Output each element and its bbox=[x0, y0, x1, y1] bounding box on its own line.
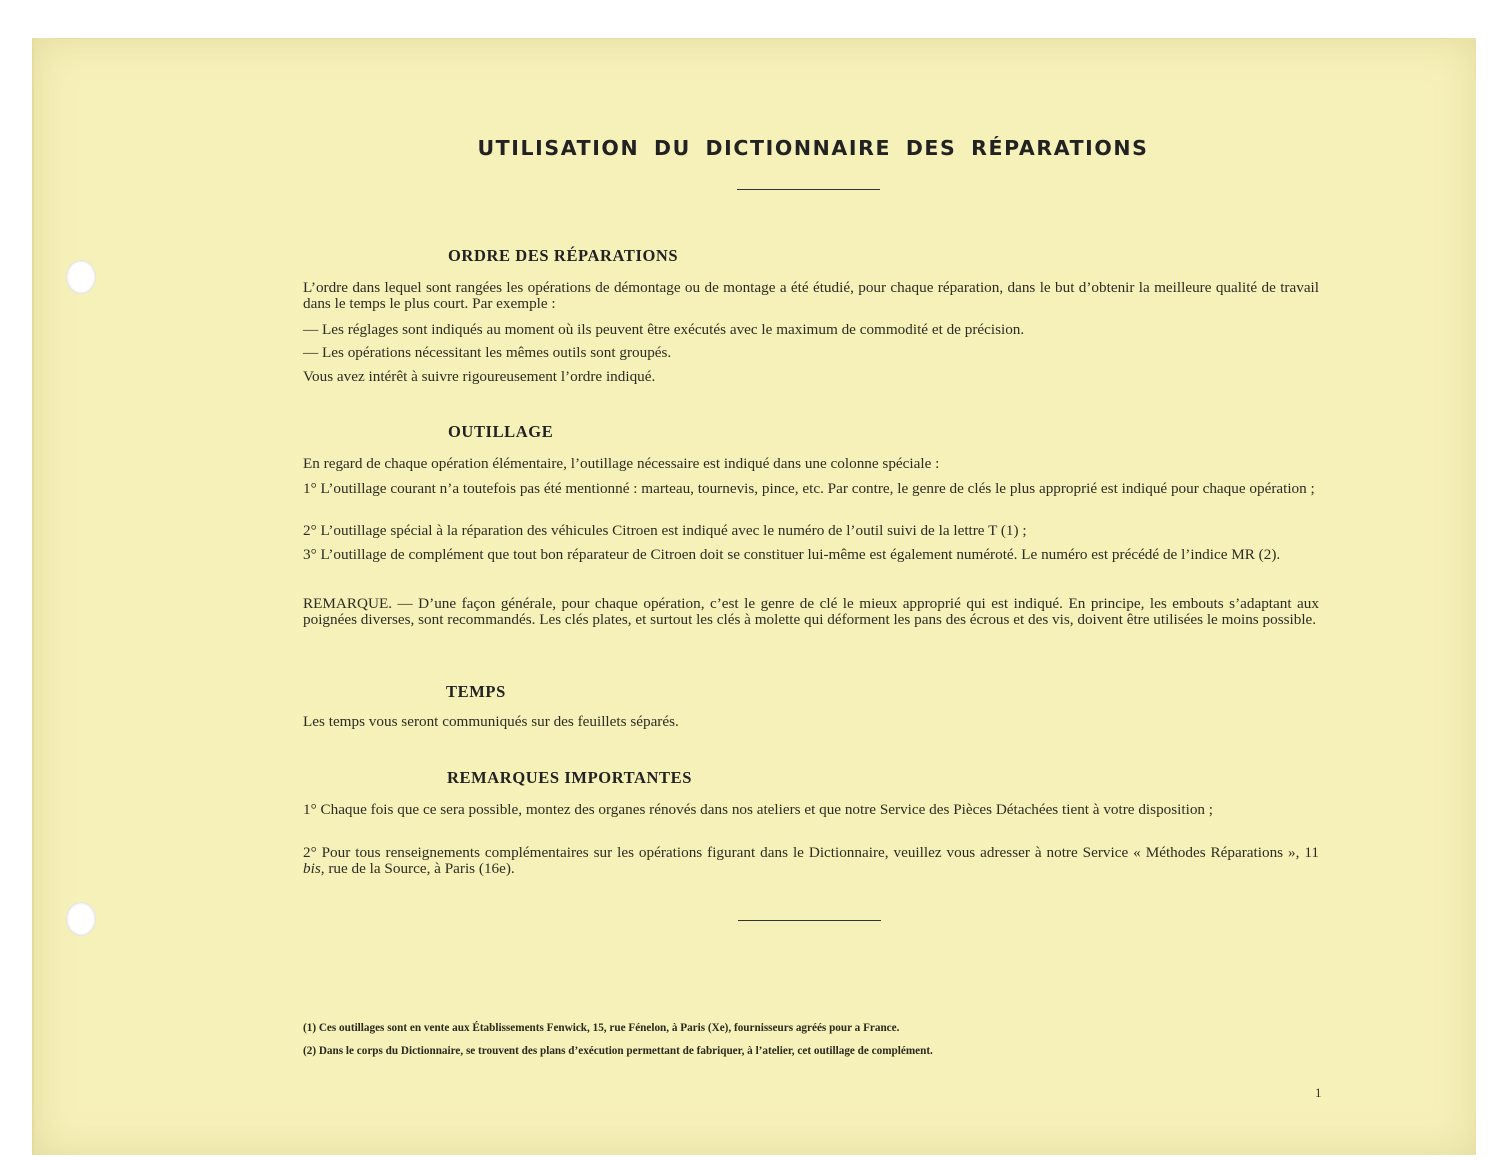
heading-remarques: REMARQUES IMPORTANTES bbox=[447, 768, 693, 787]
page-title: UTILISATION DU DICTIONNAIRE DES RÉPARATIONS bbox=[477, 136, 1149, 160]
outillage-paragraph-1: En regard de chaque opération élémentaire, l’outillage nécessaire est indiqué dans une colonne spéciale : bbox=[303, 455, 940, 472]
heading-ordre: ORDRE DES RÉPARATIONS bbox=[448, 246, 679, 265]
punch-hole-bottom bbox=[66, 902, 96, 936]
remarques-paragraph-2-bis: bis bbox=[303, 860, 321, 877]
remarques-paragraph-2-end: , rue de la Source, à Paris (16e). bbox=[320, 860, 515, 877]
page-number: 1 bbox=[1315, 1085, 1322, 1100]
remarques-paragraph-1: 1° Chaque fois que ce sera possible, montez des organes rénovés dans nos ateliers et que notre Service des Pièces Détachées tient à votre disposition ; bbox=[303, 801, 1214, 818]
title-divider bbox=[737, 189, 880, 190]
outillage-remarque: REMARQUE. — D’une façon générale, pour chaque opération, c’est le genre de clé le mieux approprié qui est indiqué. En principe, les embouts s’adaptant aux poignées diverses, sont recommandés. Les clés plates, et surtout les clés à molette qui déforment les pans des écrous et des vis, doivent être utilisées le moins possible. bbox=[303, 595, 1319, 628]
outillage-paragraph-4: 3° L’outillage de complément que tout bon réparateur de Citroen doit se constituer lui-même est également numéroté. Le numéro est précédé de l’indice MR (2). bbox=[303, 546, 1281, 563]
ordre-paragraph-4: Vous avez intérêt à suivre rigoureusement l’ordre indiqué. bbox=[303, 368, 656, 385]
bottom-divider bbox=[738, 920, 881, 921]
ordre-paragraph-2: — Les réglages sont indiqués au moment où ils peuvent être exécutés avec le maximum de commodité et de précision. bbox=[303, 321, 1025, 338]
temps-paragraph-1: Les temps vous seront communiqués sur des feuillets séparés. bbox=[303, 713, 679, 730]
outillage-paragraph-2: 1° L’outillage courant n’a toutefois pas été mentionné : marteau, tournevis, pince, etc. Par contre, le genre de clés le plus approprié est indiqué pour chaque opération ; bbox=[303, 480, 1315, 497]
remarques-paragraph-2-start: 2° Pour tous renseignements complémentaires sur les opérations figurant dans le Dictionnaire, veuillez vous adresser à notre Service « Méthodes Réparations », 11 bbox=[303, 844, 1319, 861]
remarques-paragraph-2 bbox=[303, 845, 1319, 877]
footnote-1: (1) Ces outillages sont en vente aux Établissements Fenwick, 15, rue Fénelon, à Paris (Xe), fournisseurs agréés pour a France. bbox=[303, 1022, 900, 1034]
outillage-paragraph-3: 2° L’outillage spécial à la réparation des véhicules Citroen est indiqué avec le numéro de l’outil suivi de la lettre T (1) ; bbox=[303, 522, 1027, 539]
heading-outillage: OUTILLAGE bbox=[448, 422, 554, 441]
heading-temps: TEMPS bbox=[446, 682, 506, 701]
ordre-paragraph-1: L’ordre dans lequel sont rangées les opérations de démontage ou de montage a été étudié, pour chaque réparation, dans le but d’obtenir la meilleure qualité de travail dans le temps le plus court. Par exemple : bbox=[303, 279, 1319, 312]
footnote-2: (2) Dans le corps du Dictionnaire, se trouvent des plans d’exécution permettant de fabriquer, à l’atelier, cet outillage de complément. bbox=[303, 1045, 933, 1057]
ordre-paragraph-3: — Les opérations nécessitant les mêmes outils sont groupés. bbox=[303, 344, 672, 361]
punch-hole-top bbox=[66, 260, 96, 294]
